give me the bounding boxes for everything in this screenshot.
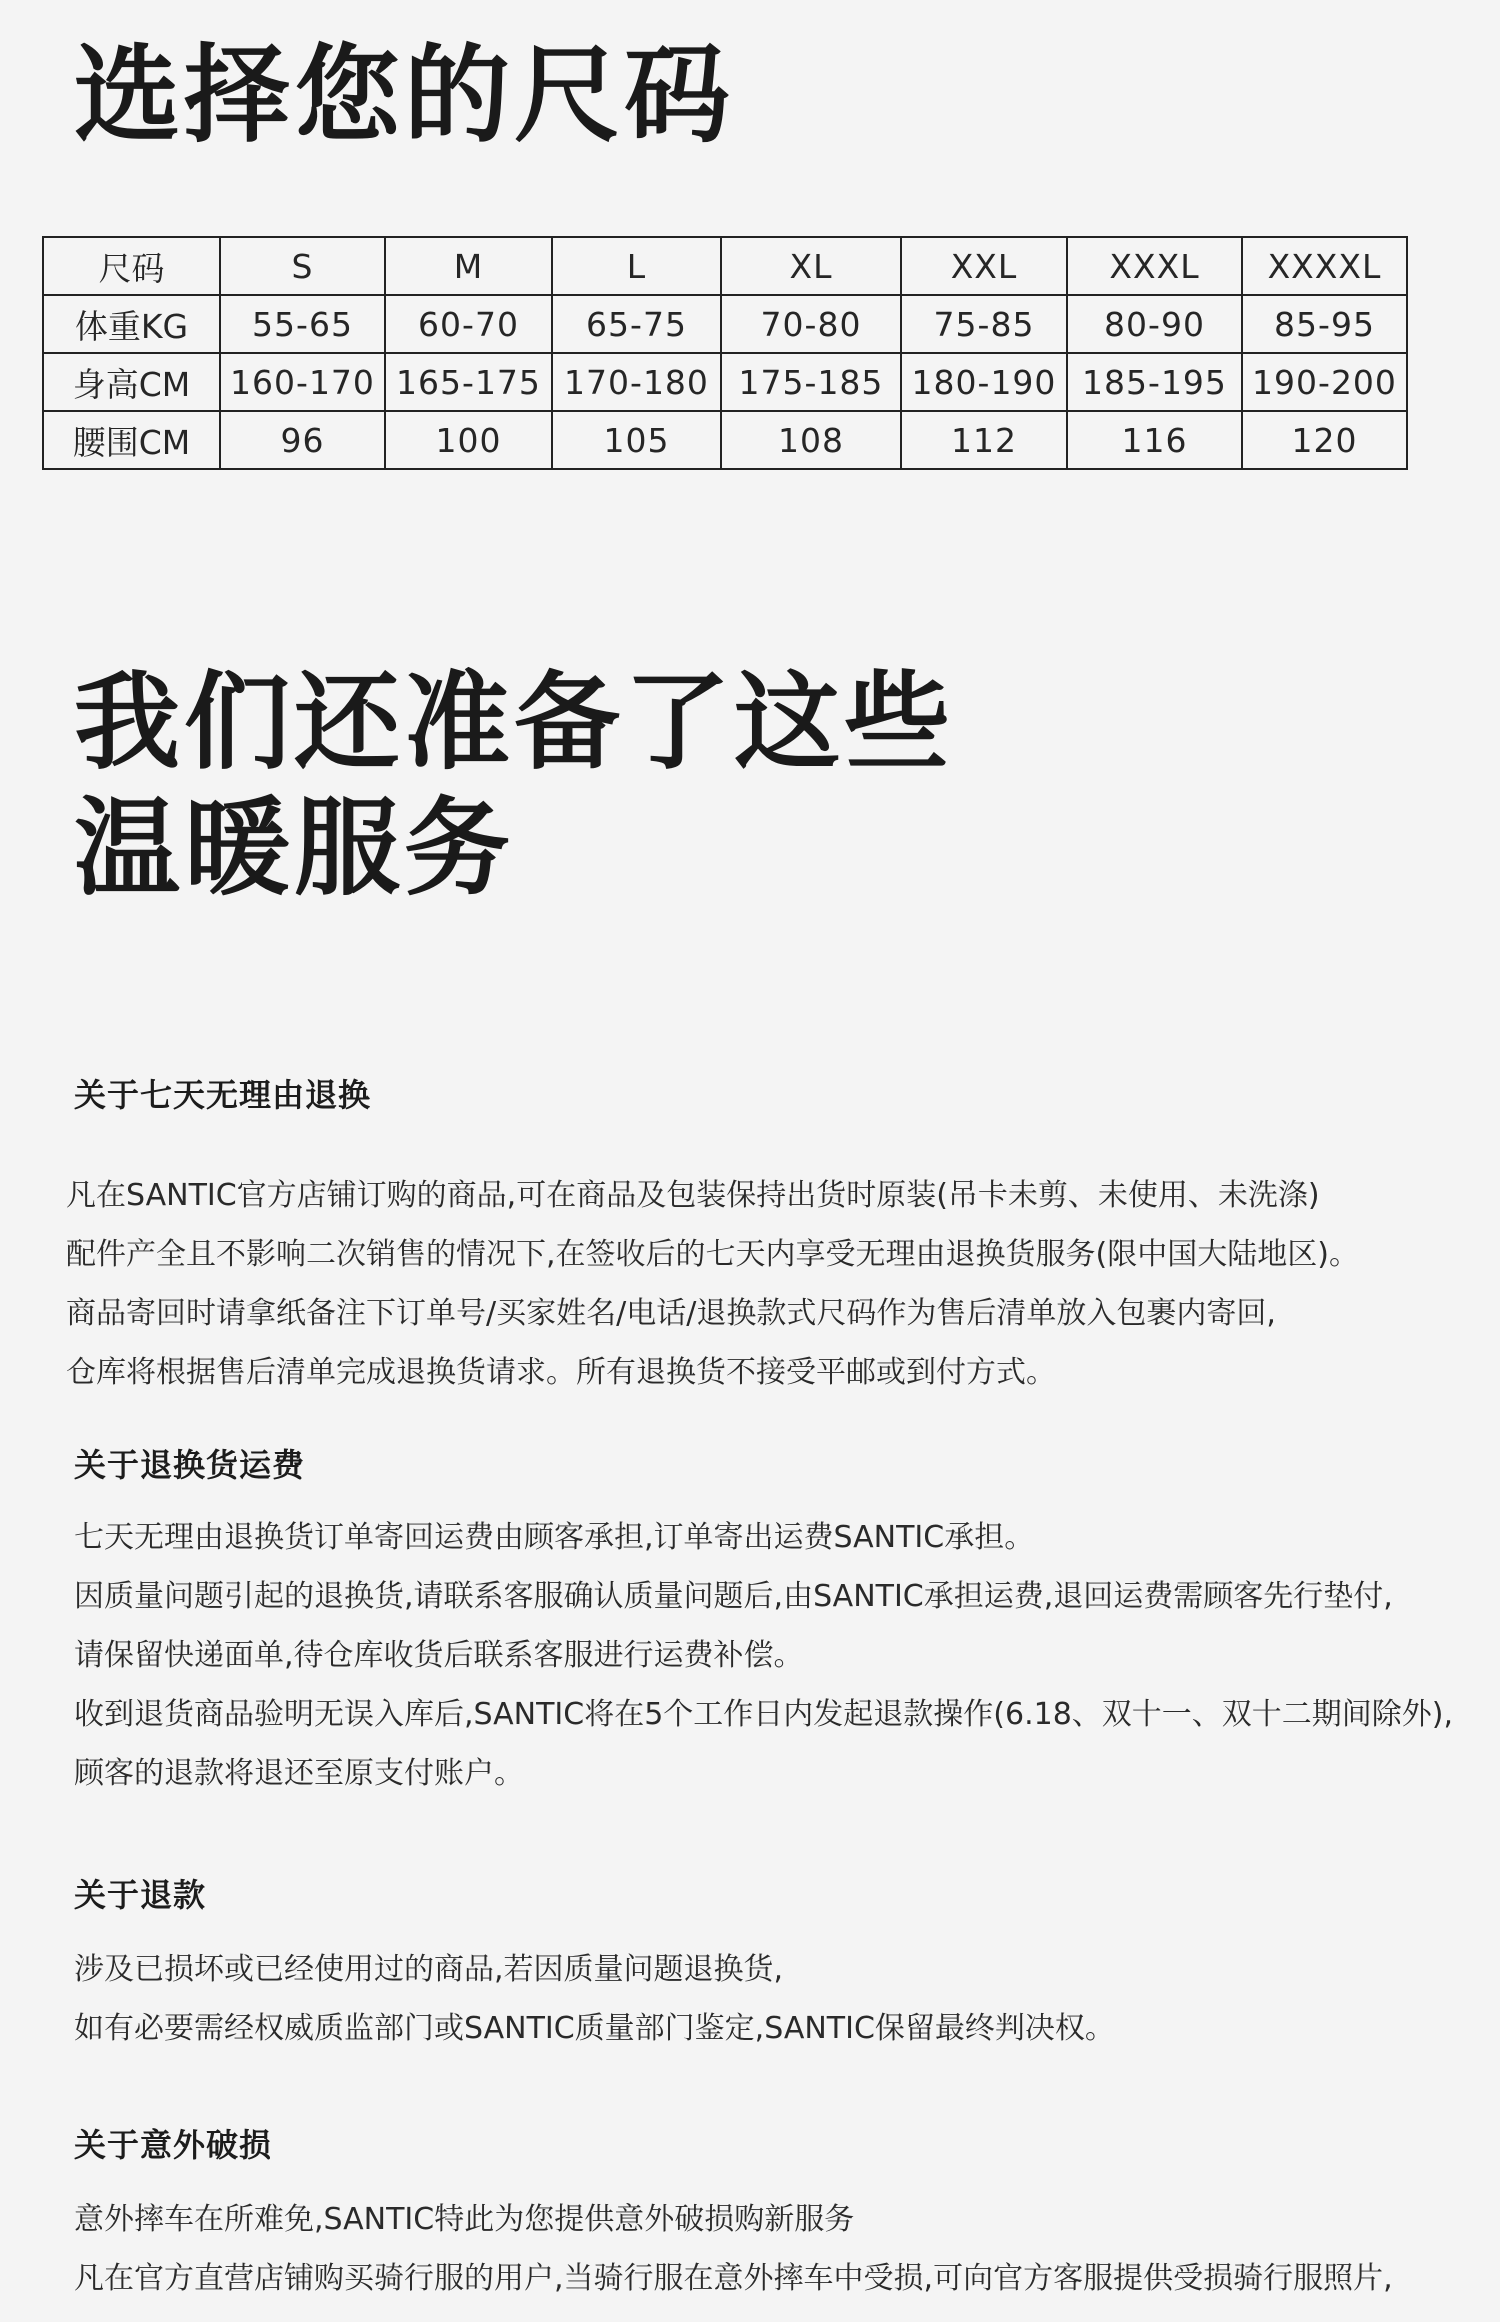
table-cell: 190-200	[1242, 353, 1407, 411]
paragraph-line: 收到退货商品验明无误入库后,SANTIC将在5个工作日内发起退款操作(6.18、双十一、双十二期间除外),	[74, 1697, 1454, 1732]
table-header-cell: XXL	[901, 237, 1067, 295]
shipping-fee-text	[74, 1508, 1474, 1803]
table-row-label: 身高CM	[43, 353, 220, 411]
refund-text	[74, 1940, 1474, 2058]
size-section-title: 选择您的尺码	[74, 34, 734, 157]
table-row-weight	[43, 295, 1407, 353]
table-cell: 175-185	[721, 353, 901, 411]
table-cell: 108	[721, 411, 901, 469]
service-section-title	[74, 660, 954, 912]
paragraph-line: 凡在官方直营店铺购买骑行服的用户,当骑行服在意外摔车中受损,可向官方客服提供受损骑行服照片,	[74, 2261, 1393, 2296]
table-row-height	[43, 353, 1407, 411]
paragraph-line: 涉及已损坏或已经使用过的商品,若因质量问题退换货,	[74, 1952, 784, 1987]
refund-heading: 关于退款	[74, 1876, 207, 1914]
table-header-cell: XXXL	[1067, 237, 1242, 295]
table-cell: 100	[385, 411, 552, 469]
table-row-waist	[43, 411, 1407, 469]
table-cell: 60-70	[385, 295, 552, 353]
table-cell: 180-190	[901, 353, 1067, 411]
paragraph-line: 凡在SANTIC官方店铺订购的商品,可在商品及包装保持出货时原装(吊卡未剪、未使用、未洗涤)	[66, 1178, 1320, 1213]
table-header-cell: M	[385, 237, 552, 295]
accidental-damage-heading: 关于意外破损	[74, 2126, 273, 2164]
service-title-line: 我们还准备了这些	[74, 661, 954, 784]
return-policy-text	[66, 1166, 1466, 1402]
size-chart-table	[42, 236, 1408, 470]
table-cell: 112	[901, 411, 1067, 469]
table-cell: 185-195	[1067, 353, 1242, 411]
table-header-row	[43, 237, 1407, 295]
return-policy-heading: 关于七天无理由退换	[74, 1076, 372, 1114]
table-cell: 80-90	[1067, 295, 1242, 353]
table-cell: 170-180	[552, 353, 721, 411]
paragraph-line: 如有必要需经权威质监部门或SANTIC质量部门鉴定,SANTIC保留最终判决权。	[74, 2011, 1115, 2046]
paragraph-line: 意外摔车在所难免,SANTIC特此为您提供意外破损购新服务	[74, 2202, 855, 2237]
table-cell: 160-170	[220, 353, 385, 411]
table-cell: 65-75	[552, 295, 721, 353]
paragraph-line: 仓库将根据售后清单完成退换货请求。所有退换货不接受平邮或到付方式。	[66, 1355, 1056, 1390]
paragraph-line: 七天无理由退换货订单寄回运费由顾客承担,订单寄出运费SANTIC承担。	[74, 1520, 1035, 1555]
table-cell: 85-95	[1242, 295, 1407, 353]
shipping-fee-heading: 关于退换货运费	[74, 1446, 306, 1484]
table-cell: 120	[1242, 411, 1407, 469]
table-cell: 116	[1067, 411, 1242, 469]
table-header-cell: 尺码	[43, 237, 220, 295]
accidental-damage-text	[74, 2190, 1474, 2308]
paragraph-line: 顾客的退款将退还至原支付账户。	[74, 1756, 524, 1791]
table-cell: 75-85	[901, 295, 1067, 353]
table-header-cell: XL	[721, 237, 901, 295]
table-header-cell: S	[220, 237, 385, 295]
service-title-line: 温暖服务	[74, 787, 514, 910]
table-header-cell: XXXXL	[1242, 237, 1407, 295]
table-cell: 165-175	[385, 353, 552, 411]
table-header-cell: L	[552, 237, 721, 295]
table-row-label: 体重KG	[43, 295, 220, 353]
paragraph-line: 请保留快递面单,待仓库收货后联系客服进行运费补偿。	[74, 1638, 804, 1673]
table-cell: 96	[220, 411, 385, 469]
paragraph-line: 商品寄回时请拿纸备注下订单号/买家姓名/电话/退换款式尺码作为售后清单放入包裹内寄回,	[66, 1296, 1276, 1331]
paragraph-line: 因质量问题引起的退换货,请联系客服确认质量问题后,由SANTIC承担运费,退回运费需顾客先行垫付,	[74, 1579, 1393, 1614]
table-cell: 55-65	[220, 295, 385, 353]
table-row-label: 腰围CM	[43, 411, 220, 469]
paragraph-line: 配件产全且不影响二次销售的情况下,在签收后的七天内享受无理由退换货服务(限中国大陆地区)。	[66, 1237, 1359, 1272]
table-cell: 105	[552, 411, 721, 469]
table-cell: 70-80	[721, 295, 901, 353]
